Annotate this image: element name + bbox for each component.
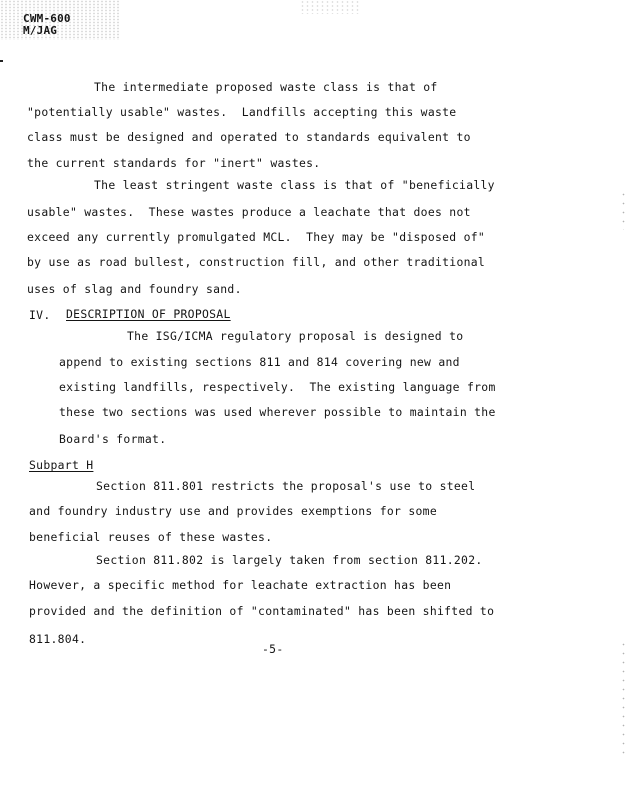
text-line: Board's format. xyxy=(59,432,167,446)
text-line: However, a specific method for leachate extraction has been xyxy=(29,578,452,592)
page-number: -5- xyxy=(262,642,284,656)
text-line: The intermediate proposed waste class is that of xyxy=(94,80,438,94)
text-line: Section 811.801 restricts the proposal's use to steel xyxy=(96,479,476,493)
text-line: usable" wastes. These wastes produce a leachate that does not xyxy=(27,205,471,219)
text-line: and foundry industry use and provides exemptions for some xyxy=(29,504,437,518)
text-line: provided and the definition of "contaminated" has been shifted to xyxy=(29,604,495,618)
subpart-heading: Subpart H xyxy=(29,458,94,472)
scan-noise xyxy=(622,190,625,230)
text-line: "potentially usable" wastes. Landfills accepting this waste xyxy=(27,105,457,119)
text-line: the current standards for "inert" wastes. xyxy=(27,156,321,170)
text-line: existing landfills, respectively. The existing language from xyxy=(59,380,496,394)
text-line: The least stringent waste class is that of "beneficially xyxy=(94,178,495,192)
scan-noise xyxy=(622,640,625,760)
text-line: these two sections was used wherever possible to maintain the xyxy=(59,405,496,419)
text-line: by use as road bullest, construction fill, and other traditional xyxy=(27,255,486,269)
section-title: DESCRIPTION OF PROPOSAL xyxy=(66,307,231,321)
text-line: 811.804. xyxy=(29,632,87,646)
scan-mark xyxy=(0,60,3,62)
text-line: class must be designed and operated to standards equivalent to xyxy=(27,130,471,144)
scan-noise xyxy=(300,0,360,14)
text-line: append to existing sections 811 and 814 covering new and xyxy=(59,355,460,369)
text-line: uses of slag and foundry sand. xyxy=(27,282,242,296)
text-line: The ISG/ICMA regulatory proposal is designed to xyxy=(127,329,464,343)
author-initials: M/JAG xyxy=(23,24,58,37)
section-number: IV. xyxy=(29,308,51,322)
text-line: exceed any currently promulgated MCL. They may be "disposed of" xyxy=(27,230,486,244)
text-line: Section 811.802 is largely taken from section 811.202. xyxy=(96,553,483,567)
doc-code: CWM-600 xyxy=(23,12,71,25)
text-line: beneficial reuses of these wastes. xyxy=(29,530,273,544)
